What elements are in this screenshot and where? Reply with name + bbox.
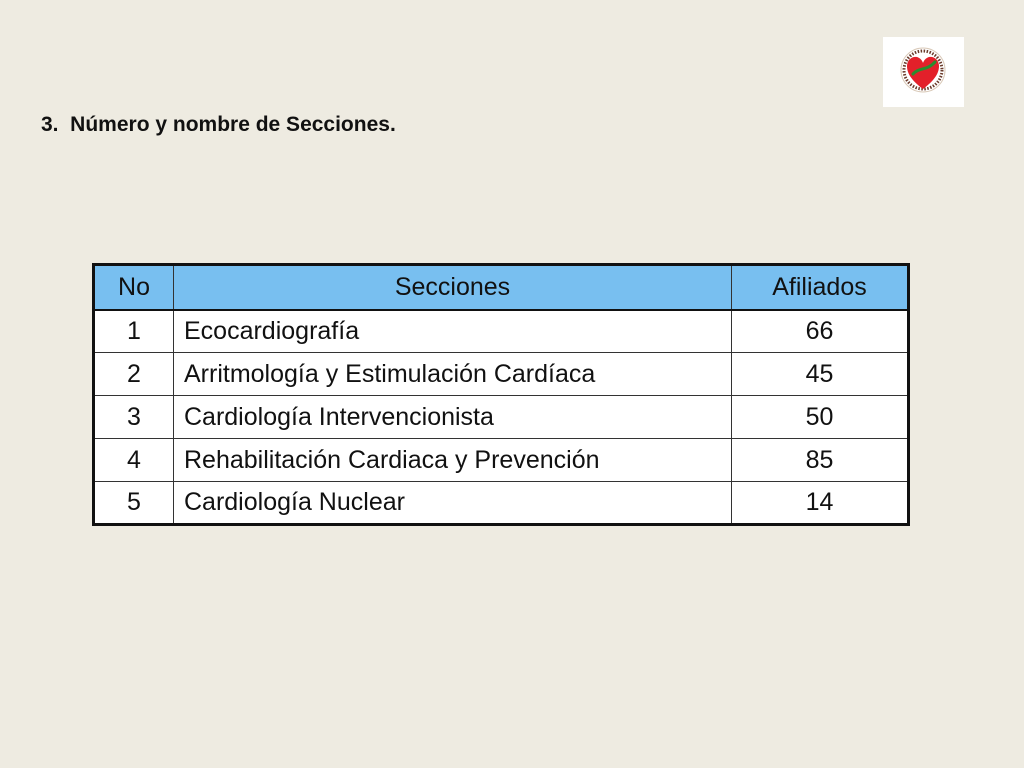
column-header-afiliados: Afiliados bbox=[732, 265, 909, 310]
section-name: Cardiología Intervencionista bbox=[174, 396, 732, 439]
member-count: 14 bbox=[732, 482, 909, 525]
row-number: 5 bbox=[94, 482, 174, 525]
slide-heading: 3. Número y nombre de Secciones. bbox=[41, 113, 396, 136]
section-name: Ecocardiografía bbox=[174, 310, 732, 353]
member-count: 45 bbox=[732, 353, 909, 396]
column-header-secciones: Secciones bbox=[174, 265, 732, 310]
row-number: 4 bbox=[94, 439, 174, 482]
member-count: 66 bbox=[732, 310, 909, 353]
table-row bbox=[94, 439, 909, 482]
section-name: Cardiología Nuclear bbox=[174, 482, 732, 525]
sections-table bbox=[92, 263, 910, 526]
society-logo bbox=[883, 37, 964, 107]
row-number: 1 bbox=[94, 310, 174, 353]
member-count: 85 bbox=[732, 439, 909, 482]
table-row bbox=[94, 482, 909, 525]
member-count: 50 bbox=[732, 396, 909, 439]
section-name: Rehabilitación Cardiaca y Prevención bbox=[174, 439, 732, 482]
table-row bbox=[94, 353, 909, 396]
heart-seal-icon bbox=[883, 37, 964, 107]
section-name: Arritmología y Estimulación Cardíaca bbox=[174, 353, 732, 396]
row-number: 2 bbox=[94, 353, 174, 396]
column-header-no: No bbox=[94, 265, 174, 310]
row-number: 3 bbox=[94, 396, 174, 439]
table-row bbox=[94, 310, 909, 353]
table-row bbox=[94, 396, 909, 439]
table-header-row bbox=[94, 265, 909, 310]
